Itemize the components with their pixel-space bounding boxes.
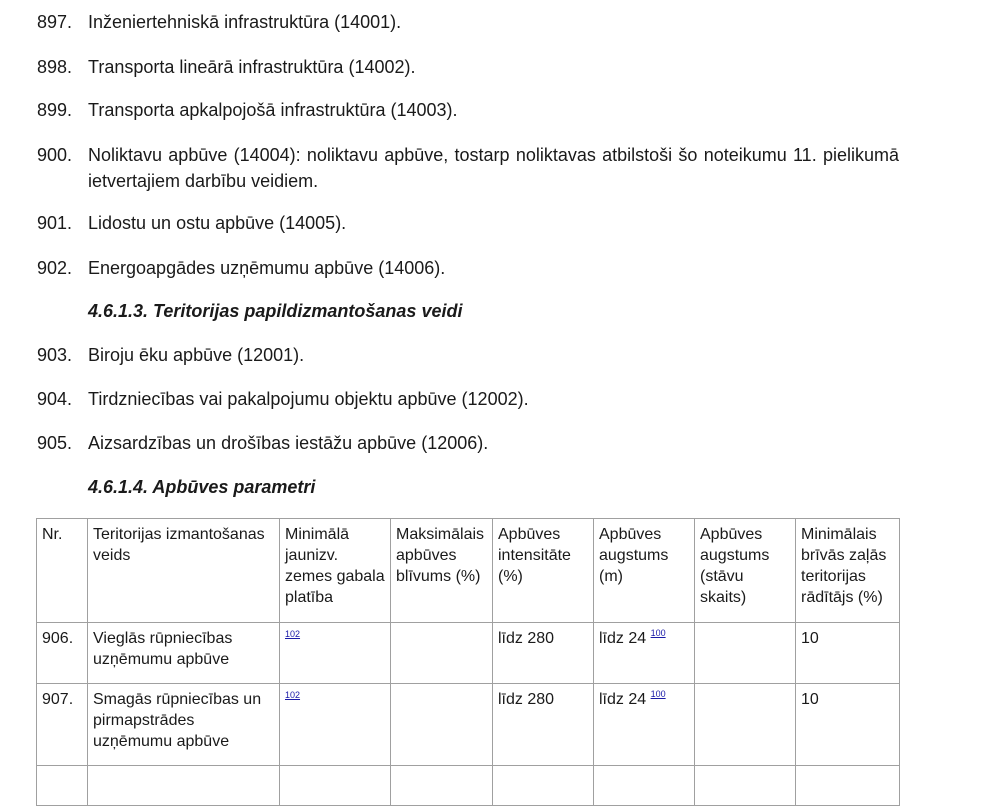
footnote-link[interactable]: 100	[650, 628, 666, 638]
list-item-900	[37, 142, 899, 194]
item-number: 897.	[37, 12, 73, 32]
cell-max-density	[391, 623, 493, 684]
cell-min-plot-area	[280, 623, 391, 684]
item-number: 905.	[37, 433, 73, 453]
table-header-row	[37, 519, 900, 623]
header-height-m: Apbūves augstums (m)	[594, 519, 695, 623]
cell-height-m	[594, 684, 695, 766]
item-text: Lidostu un ostu apbūve (14005).	[88, 213, 347, 233]
list-item-904	[37, 386, 899, 412]
item-number: 899.	[37, 100, 73, 120]
height-value: līdz 24	[599, 630, 647, 647]
cell-min-plot-area	[280, 684, 391, 766]
cell-nr: 906.	[37, 623, 88, 684]
footnote-link[interactable]: 102	[285, 629, 301, 639]
header-height-floors: Apbūves augstums (stāvu skaits)	[695, 519, 796, 623]
header-green-area: Minimālais brīvās zaļās teritorijas rādītājs (%)	[796, 519, 900, 623]
list-item-897	[37, 9, 899, 35]
cell-height-m	[594, 623, 695, 684]
cell-intensity: līdz 280	[493, 684, 594, 766]
list-item-898	[37, 54, 899, 80]
cell-intensity: līdz 280	[493, 623, 594, 684]
cell-empty	[796, 766, 900, 806]
cell-empty	[88, 766, 280, 806]
list-item-903	[37, 342, 899, 368]
cell-empty	[594, 766, 695, 806]
item-number: 903.	[37, 345, 73, 365]
cell-nr: 907.	[37, 684, 88, 766]
cell-land-use-type: Smagās rūpniecības un pirmapstrādes uzņēmumu apbūve	[88, 684, 280, 766]
item-text: Noliktavu apbūve (14004): noliktavu apbūve, tostarp noliktavas atbilstoši šo noteikumu 11. pielikumā ietvertajiem darbību veidiem.	[88, 145, 899, 191]
cell-empty	[280, 766, 391, 806]
cell-empty	[391, 766, 493, 806]
item-text: Biroju ēku apbūve (12001).	[88, 345, 305, 365]
footnote-link[interactable]: 102	[285, 690, 301, 700]
table-row-partial	[37, 766, 900, 806]
item-text: Tirdzniecības vai pakalpojumu objektu apbūve (12002).	[88, 389, 529, 409]
table-row	[37, 684, 900, 766]
cell-height-floors	[695, 623, 796, 684]
item-text: Energoapgādes uzņēmumu apbūve (14006).	[88, 258, 446, 278]
footnote-link[interactable]: 100	[650, 689, 666, 699]
list-item-905	[37, 430, 899, 456]
header-max-density: Maksimālais apbūves blīvums (%)	[391, 519, 493, 623]
cell-max-density	[391, 684, 493, 766]
item-text: Transporta apkalpojošā infrastruktūra (14003).	[88, 100, 458, 120]
cell-land-use-type: Vieglās rūpniecības uzņēmumu apbūve	[88, 623, 280, 684]
item-number: 898.	[37, 57, 73, 77]
cell-green-area: 10	[796, 623, 900, 684]
item-text: Inženiertehniskā infrastruktūra (14001).	[88, 12, 402, 32]
section-heading-4-6-1-3: 4.6.1.3. Teritorijas papildizmantošanas veidi	[88, 301, 463, 321]
height-value: līdz 24	[599, 691, 647, 708]
item-number: 904.	[37, 389, 73, 409]
cell-empty	[695, 766, 796, 806]
cell-empty	[37, 766, 88, 806]
cell-green-area: 10	[796, 684, 900, 766]
list-item-899	[37, 97, 899, 123]
section-heading-4-6-1-4: 4.6.1.4. Apbūves parametri	[88, 477, 316, 497]
list-item-901	[37, 210, 899, 236]
cell-height-floors	[695, 684, 796, 766]
list-item-902	[37, 255, 899, 281]
item-number: 900.	[37, 145, 73, 165]
cell-empty	[493, 766, 594, 806]
item-number: 901.	[37, 213, 73, 233]
header-intensity: Apbūves intensitāte (%)	[493, 519, 594, 623]
item-number: 902.	[37, 258, 73, 278]
header-land-use-type: Teritorijas izmantošanas veids	[88, 519, 280, 623]
parameters-table	[36, 518, 900, 806]
item-text: Transporta lineārā infrastruktūra (14002).	[88, 57, 416, 77]
item-text: Aizsardzības un drošības iestāžu apbūve (12006).	[88, 433, 489, 453]
table-row	[37, 623, 900, 684]
header-nr: Nr.	[37, 519, 88, 623]
header-min-plot-area: Minimālā jaunizv. zemes gabala platība	[280, 519, 391, 623]
